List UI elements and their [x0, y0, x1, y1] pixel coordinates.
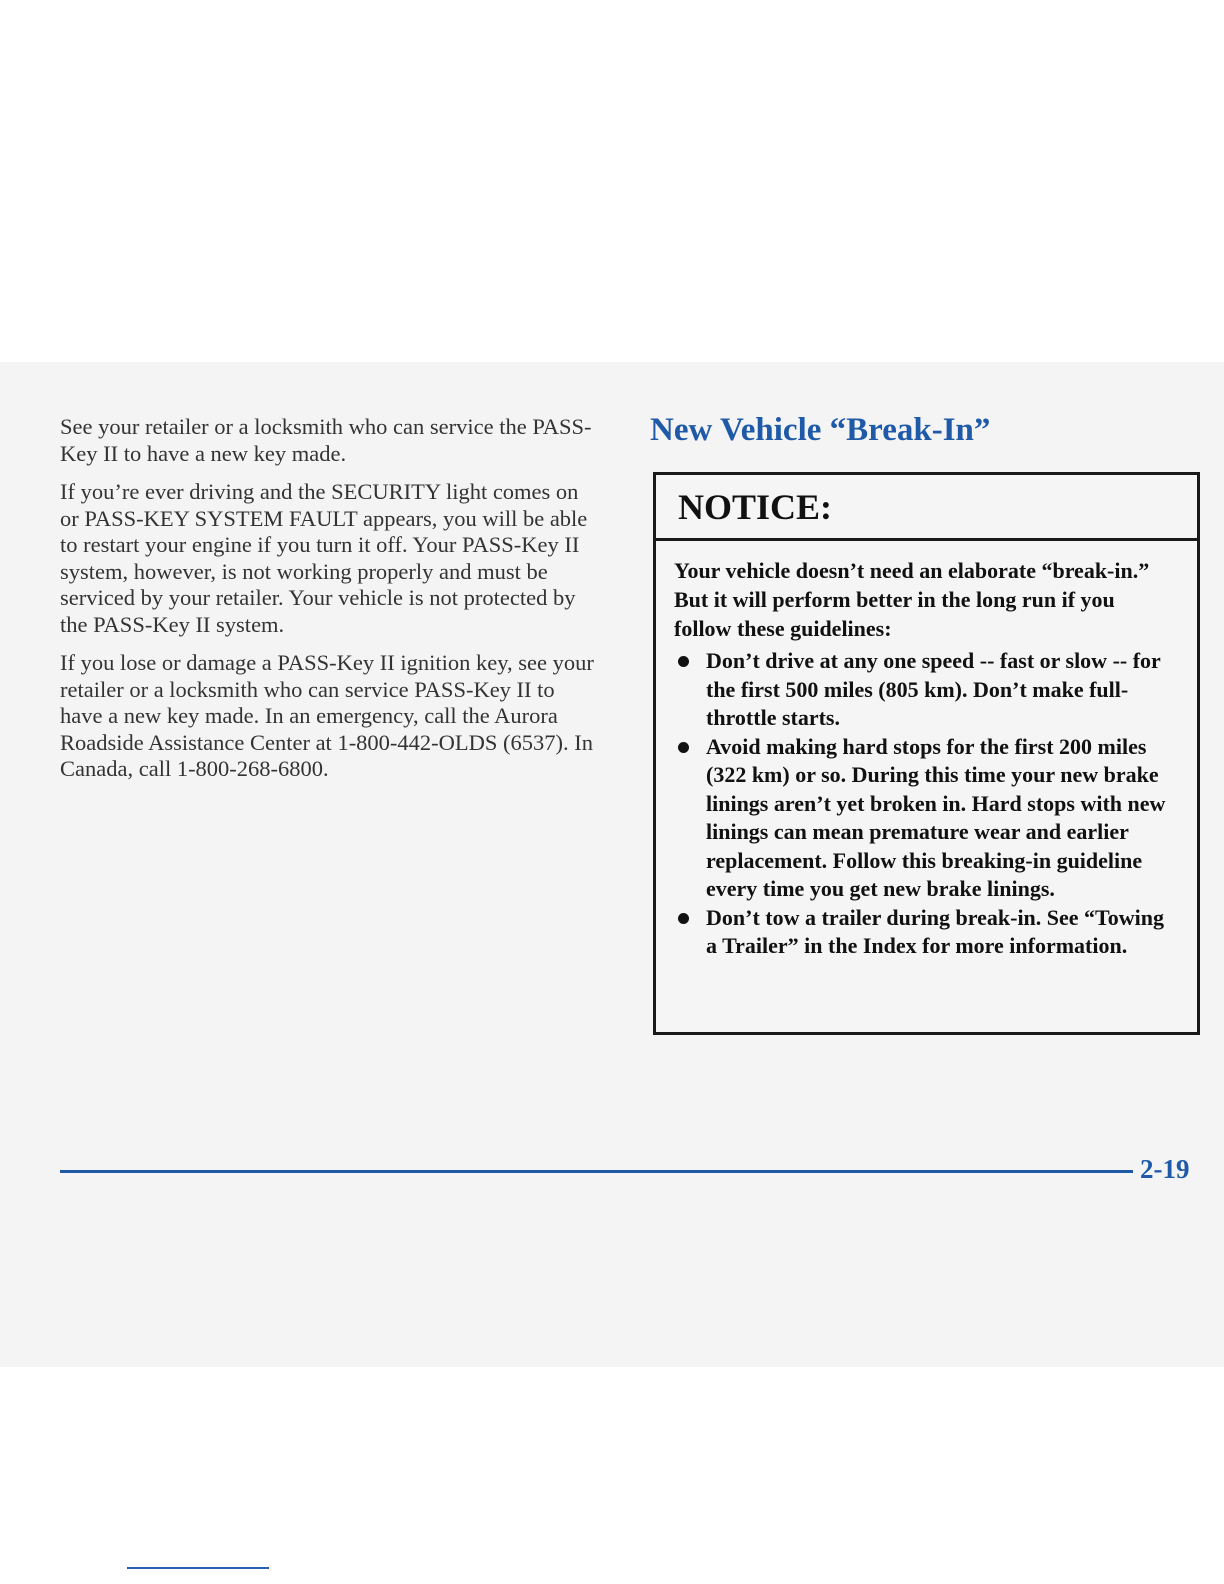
- paragraph-lost-key: If you lose or damage a PASS-Key II ignition key, see your retailer or a locksmith who can service PASS-Key II to have a new key made. In an emergency, call the Aurora Roadside Assistance Center at 1-800-442-OLDS (6537). In Canada, call 1-800-268-6800.: [60, 650, 594, 781]
- left-column: [60, 414, 600, 795]
- notice-box: [653, 472, 1200, 1035]
- paragraph-retailer-locksmith: See your retailer or a locksmith who can service the PASS-Key II to have a new key made.: [60, 414, 592, 466]
- page-number: 2-19: [1140, 1154, 1190, 1184]
- footer-rule: [60, 1170, 1133, 1173]
- list-item: [674, 904, 1177, 961]
- notice-body: [656, 541, 1197, 961]
- list-item-text: Don’t tow a trailer during break-in. See “Towing a Trailer” in the Index for more information.: [706, 904, 1164, 958]
- bullet-dot-icon: [678, 913, 689, 924]
- paragraph-security-light: If you’re ever driving and the SECURITY light comes on or PASS-KEY SYSTEM FAULT appears, you will be able to restart your engine if you turn it off. Your PASS-Key II system, however, is not working properly and must be serviced by your retailer. Your vehicle is not protected by the PASS-Key II system.: [60, 479, 588, 637]
- notice-intro: Your vehicle doesn’t need an elaborate “break-in.” But it will perform better in the long run if you follow these guidelines:: [674, 558, 1150, 641]
- notice-guidelines-list: [674, 647, 1177, 961]
- list-item-text: Don’t drive at any one speed -- fast or slow -- for the first 500 miles (805 km). Don’t make full-throttle starts.: [706, 648, 1161, 730]
- list-item: [674, 733, 1177, 904]
- bottom-divider-mark: [127, 1567, 269, 1569]
- section-heading: New Vehicle “Break-In”: [650, 412, 991, 448]
- list-item-text: Avoid making hard stops for the first 200 miles (322 km) or so. During this time your new brake linings aren’t yet broken in. Hard stops with new linings can mean premature wear and earlier replacement. Follow this breaking-in guideline every time you get new brake linings.: [706, 733, 1166, 901]
- bullet-dot-icon: [678, 742, 689, 753]
- bullet-dot-icon: [678, 656, 689, 667]
- list-item: [674, 647, 1177, 733]
- notice-title: NOTICE:: [656, 475, 1197, 541]
